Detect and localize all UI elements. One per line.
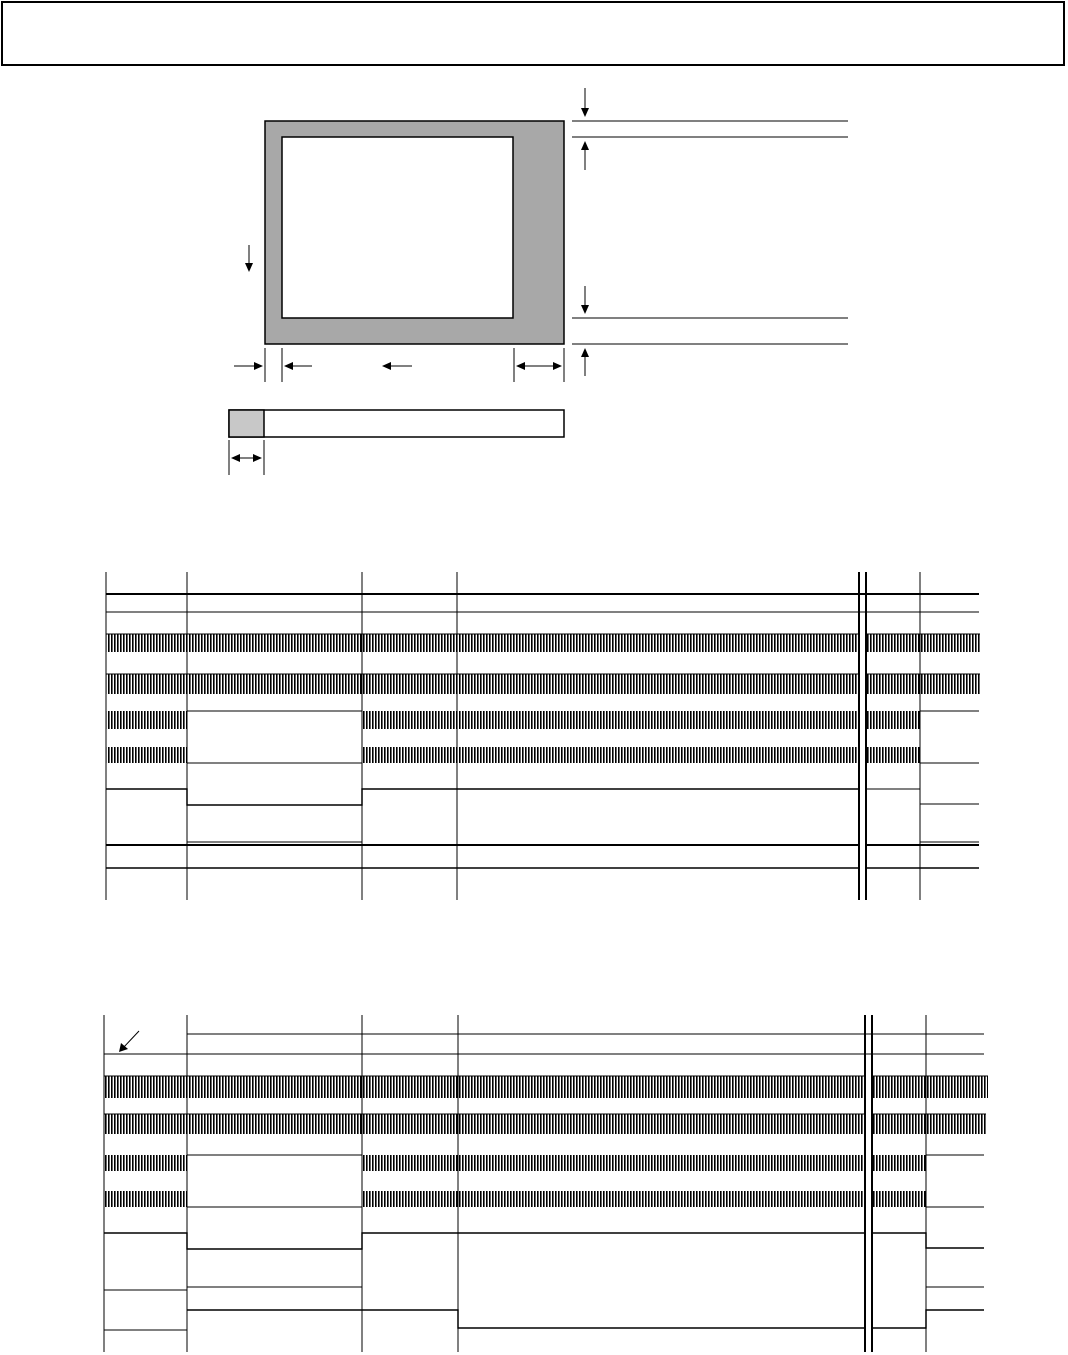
clock-signal (104, 1076, 865, 1098)
data-signal (866, 747, 920, 763)
arrow-down-icon (245, 263, 253, 272)
arrow-down-icon (581, 305, 589, 314)
timing-diagram-2 (104, 1015, 988, 1352)
data-signal (106, 711, 187, 729)
sync-bar (229, 410, 564, 437)
arrow-left-icon (382, 362, 391, 370)
clock-signal (106, 634, 859, 652)
data-signal (362, 711, 859, 729)
data-signal (872, 1191, 926, 1207)
arrow-right-icon (253, 454, 262, 462)
arrow-right-icon (553, 362, 562, 370)
arrow-up-icon (581, 141, 589, 150)
clock-signal (104, 1114, 865, 1134)
data-signal (866, 711, 920, 729)
data-signal (104, 1155, 187, 1171)
data-signal (362, 747, 859, 763)
data-signal (106, 747, 187, 763)
data-signal (872, 1155, 926, 1171)
sync-pulse (229, 410, 264, 437)
active-area (282, 137, 513, 318)
clock-signal (866, 634, 980, 652)
arrow-left-icon (231, 454, 240, 462)
arrow-left-icon (516, 362, 525, 370)
display-diagram (229, 88, 848, 475)
clock-signal (106, 674, 859, 694)
data-signal (362, 1191, 865, 1207)
arrow-left-icon (284, 362, 293, 370)
data-signal (362, 1155, 865, 1171)
clock-signal (872, 1114, 986, 1134)
arrow-right-icon (254, 362, 263, 370)
clock-signal (872, 1076, 988, 1098)
arrow-down-icon (581, 108, 589, 117)
arrow-up-icon (581, 348, 589, 357)
timing-diagram-1 (106, 572, 980, 900)
data-signal (104, 1191, 187, 1207)
clock-signal (866, 674, 980, 694)
